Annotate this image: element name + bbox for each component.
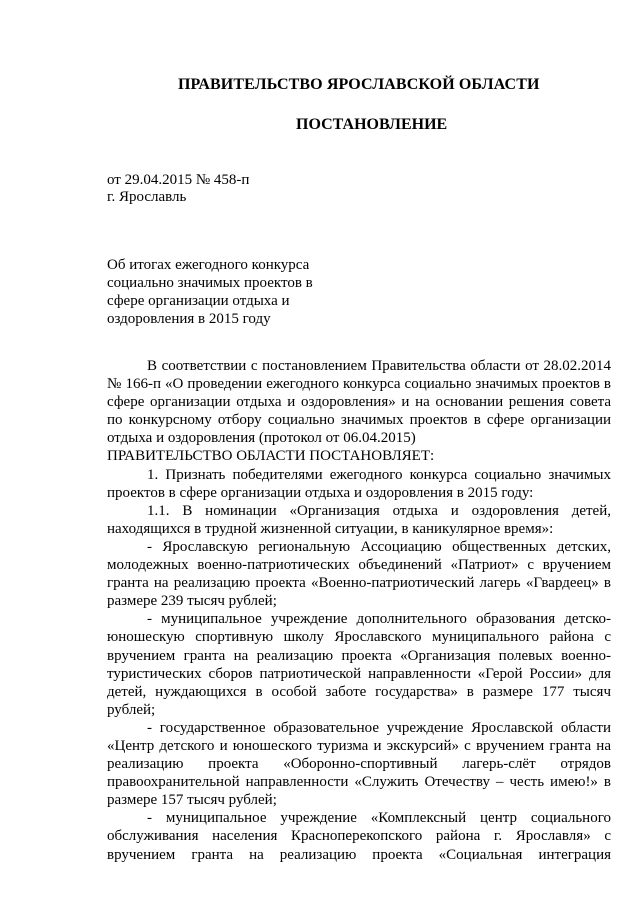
document-date-number: от 29.04.2015 № 458-п bbox=[107, 172, 250, 188]
winner-paragraph-1: - Ярославскую региональную Ассоциацию общественных детских, молодежных военно-патриотических объединений «Патриот» с вручением гранта на реализацию проекта «Военно-патриотический лагерь «Гвардеец» в размере 239 тысяч рублей; bbox=[107, 538, 611, 610]
document-body bbox=[107, 357, 611, 864]
winner-paragraph-2: - муниципальное учреждение дополнительного образования детско-юношескую спортивную школу Ярославского муниципального района с вручением гранта на реализацию проекта «Организация полевых военно-туристических сборов патриотической направленности «Герой России» для детей, нуждающихся в особой заботе государства» в размере 177 тысяч рублей; bbox=[107, 611, 611, 718]
winner-paragraph-3: - государственное образовательное учреждение Ярославской области «Центр детского и юношеского туризма и экскурсий» с вручением гранта на реализацию проекта «Оборонно-спортивный лагерь-слёт отрядов правоохранительной направленности «Служить Отечеству – честь имею!» в размере 157 тысяч рублей; bbox=[107, 719, 611, 809]
title-line: оздоровления в 2015 году bbox=[107, 311, 271, 327]
government-header: ПРАВИТЕЛЬСТВО ЯРОСЛАВСКОЙ ОБЛАСТИ bbox=[178, 76, 540, 93]
resolves-line: ПРАВИТЕЛЬСТВО ОБЛАСТИ ПОСТАНОВЛЯЕТ: bbox=[107, 448, 435, 465]
title-line: сфере организации отдыха и bbox=[107, 293, 290, 309]
title-line: социально значимых проектов в bbox=[107, 275, 313, 291]
preamble-paragraph: В соответствии с постановлением Правительства области от 28.02.2014 № 166-п «О проведении ежегодного конкурса социально значимых проектов в сфере организации отдыха и оздоровления» и на основании решения совета по конкурсному отбору социально значимых проектов в сфере организации отдыха и оздоровления (протокол от 06.04.2015) bbox=[107, 358, 611, 447]
document-city: г. Ярославль bbox=[107, 189, 187, 205]
item-1-1-paragraph: 1.1. В номинации «Организация отдыха и оздоровления детей, находящихся в трудной жизненной ситуации, в каникулярное время»: bbox=[107, 502, 611, 537]
title-line: Об итогах ежегодного конкурса bbox=[107, 257, 310, 273]
winner-paragraph-4: - муниципальное учреждение «Комплексный центр социального обслуживания населения Красноперекопского района г. Ярославля» с вручением гранта на реализацию проекта «Социальная интеграция bbox=[107, 810, 611, 863]
document-type-heading: ПОСТАНОВЛЕНИЕ bbox=[296, 116, 448, 133]
document-title bbox=[107, 256, 327, 328]
item-1-paragraph: 1. Признать победителями ежегодного конкурса социально значимых проектов в сфере организации отдыха и оздоровления в 2015 году: bbox=[107, 466, 611, 501]
